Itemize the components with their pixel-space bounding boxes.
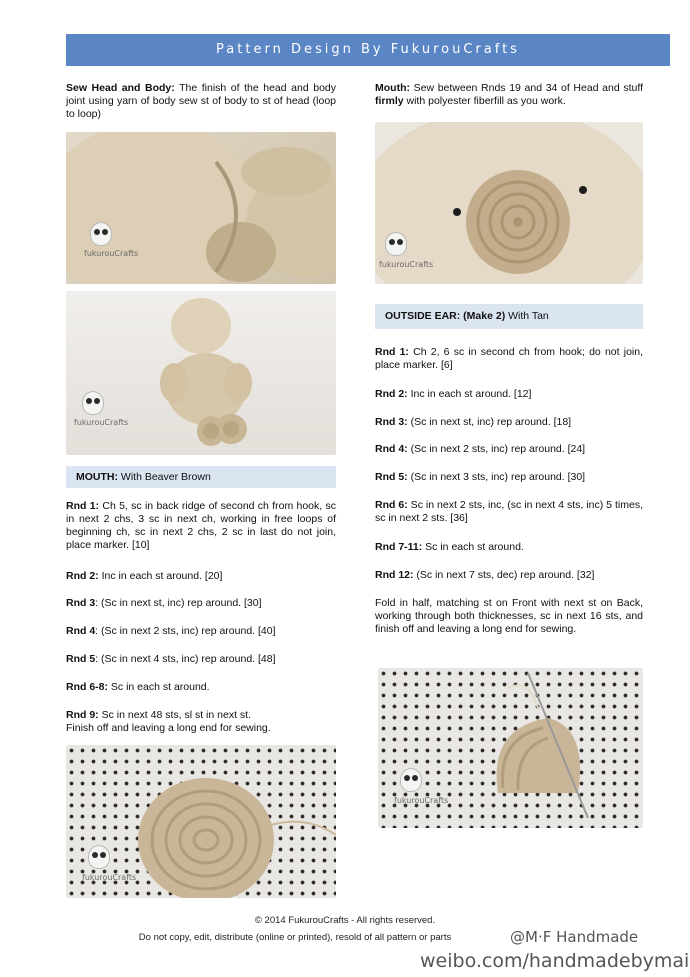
fold-text: Fold in half, matching st on Front with next st on Back, working through both thicknesses, sc in next 16 sts, and finish off and leaving a long end for sewing. xyxy=(375,597,643,635)
rnd-text: Sc in next 2 sts, inc, (sc in next 4 sts, inc) 5 times, sc in next 2 sts. [36] xyxy=(375,499,643,524)
notice-text: Do not copy, edit, distribute (online or printed), resold of all pattern or parts xyxy=(138,932,452,943)
ear-section-suffix: With Tan xyxy=(505,310,549,322)
owl-logo-icon xyxy=(88,845,110,869)
rnd-text: Sc in each st around. xyxy=(422,541,524,553)
mouth-rnd-4 xyxy=(66,625,336,638)
mouth-rnd-2 xyxy=(66,570,336,583)
mouth-section-label: MOUTH: xyxy=(76,471,118,483)
mouth-text: Sew between Rnds 19 and 34 of Head and stuff xyxy=(409,82,643,94)
ear-rnd-2 xyxy=(375,388,643,401)
ear-rnd-6 xyxy=(375,499,643,525)
photo-ear-piece xyxy=(378,668,643,828)
owl-logo-icon xyxy=(385,232,407,256)
rnd-label: Rnd 3: xyxy=(375,416,408,428)
watermark: fukurouCrafts xyxy=(379,260,434,269)
weibo-url-text: weibo.com/handmadebymai xyxy=(420,950,690,972)
ear-rnd-12 xyxy=(375,569,643,582)
outside-ear-section-bar xyxy=(375,304,643,329)
rnd-label: Rnd 4 xyxy=(66,625,96,637)
rnd-text: Ch 2, 6 sc in second ch from hook; do not join, place marker. [6] xyxy=(375,346,643,371)
rnd-text: : (Sc in next 4 sts, inc) rep around. [48] xyxy=(95,653,276,665)
copyright-text: © 2014 FukurouCrafts - All rights reserved. xyxy=(254,915,436,926)
rnd-label: Rnd 4: xyxy=(375,443,408,455)
rnd-text: (Sc in next 2 sts, inc) rep around. [24] xyxy=(407,443,586,455)
rnd-label: Rnd 3 xyxy=(66,597,96,609)
rnd-label: Rnd 6-8: xyxy=(66,681,108,693)
ear-rnd-5 xyxy=(375,471,643,484)
mouth-rnd-1 xyxy=(66,500,336,552)
rnd-text: Ch 5, sc in back ridge of second ch from hook, sc in next 2 chs, 3 sc in next ch, working in free loops of beginning ch, sc in next 2 chs, 2 sc in last do not join, place marker. [10] xyxy=(66,500,336,551)
weibo-handle-text: @M·F Handmade xyxy=(510,928,639,946)
header-title: Pattern Design By FukurouCrafts xyxy=(216,42,520,57)
photo-mouth-piece xyxy=(66,745,336,898)
rnd-label: Rnd 2: xyxy=(375,388,408,400)
rnd-label: Rnd 1: xyxy=(66,500,100,512)
doll-body-illustration xyxy=(66,291,336,455)
rnd-label: Rnd 5 xyxy=(66,653,96,665)
mouth-section-suffix: With Beaver Brown xyxy=(118,471,211,483)
weibo-url xyxy=(420,950,689,972)
rnd-label: Rnd 9: xyxy=(66,709,99,721)
mouth-text-emphasis: firmly xyxy=(375,95,404,107)
rnd-label: Rnd 7-11: xyxy=(375,541,423,553)
watermark: fukurouCrafts xyxy=(82,873,137,882)
rnd-text: Inc in each st around. [12] xyxy=(407,388,532,400)
rnd-label: Rnd 2: xyxy=(66,570,99,582)
rnd-label: Rnd 6: xyxy=(375,499,408,511)
mouth-text: with polyester fiberfill as you work. xyxy=(403,95,566,107)
owl-logo-icon xyxy=(400,768,422,792)
mouth-rnd-3 xyxy=(66,597,336,610)
ear-rnd-7-11 xyxy=(375,541,643,554)
rnd-text: (Sc in next 7 sts, dec) rep around. [32] xyxy=(413,569,595,581)
rnd-text: Sc in each st around. xyxy=(108,681,210,693)
mouth-rnd-9 xyxy=(66,709,336,722)
rnd-label: Rnd 5: xyxy=(375,471,408,483)
sew-label: Sew Head and Body: xyxy=(66,82,175,94)
rnd-label: Rnd 12: xyxy=(375,569,414,581)
mouth-sew-text xyxy=(375,82,643,108)
rnd-text: : (Sc in next 2 sts, inc) rep around. [40] xyxy=(95,625,276,637)
rnd-text: (Sc in next st, inc) rep around. [18] xyxy=(407,416,572,428)
owl-logo-icon xyxy=(90,222,112,246)
owl-logo-icon xyxy=(82,391,104,415)
ear-rnd-1 xyxy=(375,346,643,372)
mouth-finish-text xyxy=(66,722,336,735)
photo-doll-body xyxy=(66,291,336,455)
rnd-text: : (Sc in next st, inc) rep around. [30] xyxy=(95,597,262,609)
mouth-section-bar xyxy=(66,466,336,488)
finish-text: Finish off and leaving a long end for sewing. xyxy=(66,722,271,734)
rnd-text: Inc in each st around. [20] xyxy=(98,570,223,582)
ear-section-label: OUTSIDE EAR: (Make 2) xyxy=(385,310,506,322)
rnd-text: (Sc in next 3 sts, inc) rep around. [30] xyxy=(407,471,586,483)
watermark: fukurouCrafts xyxy=(394,796,449,805)
rnd-label: Rnd 1: xyxy=(375,346,409,358)
photo-head-body-joint xyxy=(66,132,336,284)
rnd-text: Sc in next 48 sts, sl st in next st. xyxy=(98,709,251,721)
page-header xyxy=(66,34,670,66)
weibo-handle xyxy=(510,928,638,946)
mouth-rnd-6-8 xyxy=(66,681,336,694)
ear-rnd-3 xyxy=(375,416,643,429)
head-body-illustration xyxy=(66,132,336,284)
watermark: fukurouCrafts xyxy=(84,249,139,258)
watermark: fukurouCrafts xyxy=(74,418,129,427)
ear-fold-text xyxy=(375,597,643,636)
photo-head-with-mouth xyxy=(375,122,643,284)
copyright-line xyxy=(0,915,690,926)
ear-rnd-4 xyxy=(375,443,643,456)
sew-body: The finish of the head and body joint using yarn of body sew st of body to st of head (loop to loop) xyxy=(66,82,336,120)
mouth-rnd-5 xyxy=(66,653,336,666)
sew-head-body-text xyxy=(66,82,336,121)
mouth-label: Mouth: xyxy=(375,82,410,94)
